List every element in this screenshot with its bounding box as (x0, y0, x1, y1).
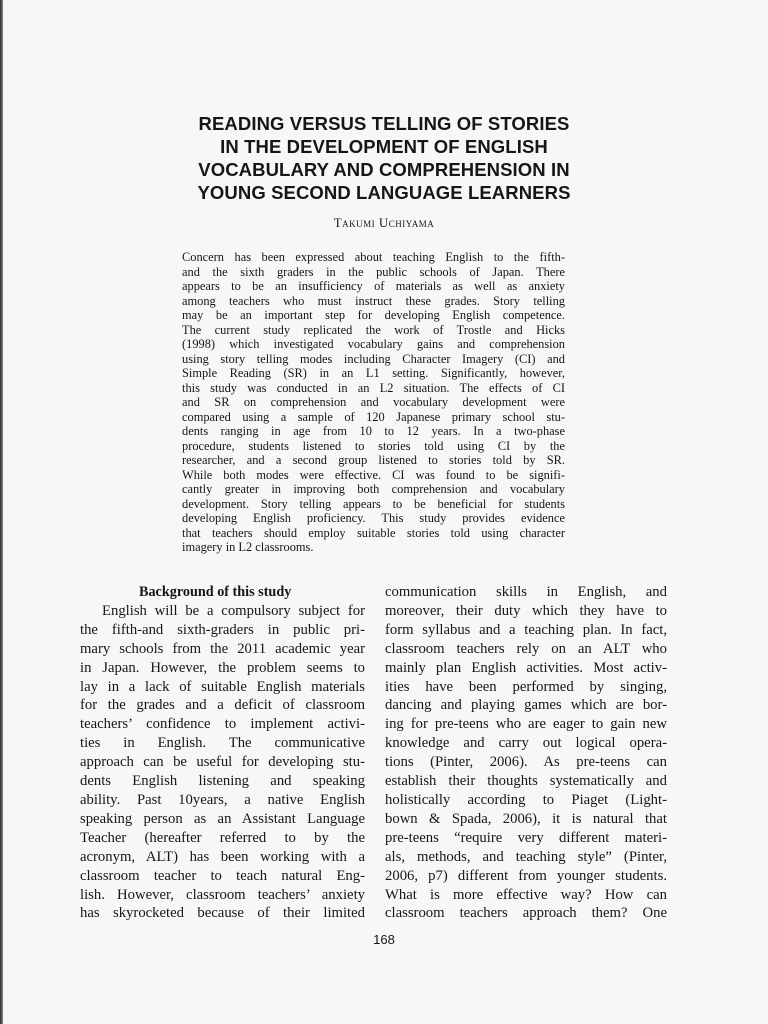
body-line: establish their thoughts systematically and (385, 773, 667, 790)
body-line: pre-teens “require very different materi- (385, 829, 667, 846)
title-line: YOUNG SECOND LANGUAGE LEARNERS (197, 182, 571, 203)
abstract-line: appears to be an insufficiency of materials as well as anxiety (182, 279, 565, 293)
abstract-line: Concern has been expressed about teaching English to the fifth- (182, 250, 565, 264)
body-line: classroom teacher to teach natural Eng- (80, 867, 365, 884)
body-line: What is more effective way? How can (385, 886, 667, 903)
body-line: form syllabus and a teaching plan. In fact, (385, 621, 667, 638)
body-line: dancing and playing games which are bor- (385, 697, 667, 714)
body-line: Teacher (hereafter referred to by the (80, 829, 365, 846)
body-line: bown & Spada, 2006), it is natural that (385, 810, 667, 827)
body-line: English will be a compulsory subject for (102, 602, 365, 619)
body-line: ities have been performed by singing, (385, 678, 667, 695)
author-name: Takumi Uchiyama (333, 215, 435, 230)
abstract-line: using story telling modes including Character Imagery (CI) and (182, 351, 565, 366)
paper-title (100, 112, 668, 204)
abstract-line: cantly greater in improving both comprehension and vocabulary (182, 482, 565, 496)
body-line: for the grades and a deficit of classroom (80, 697, 365, 714)
body-line: ability. Past 10years, a native English (80, 791, 365, 808)
body-line: mary schools from the 2011 academic year (80, 640, 365, 657)
abstract-line: imagery in L2 classrooms. (182, 540, 314, 554)
body-line: the fifth-and sixth-graders in public pri- (80, 621, 365, 638)
body-line: 2006, p7) different from younger students. (385, 867, 667, 884)
abstract-line: compared using a sample of 120 Japanese primary school stu- (182, 409, 565, 424)
abstract-line: (1998) which investigated vocabulary gains and comprehension (182, 337, 565, 351)
body-line: tions (Pinter, 2006). As pre-teens can (385, 754, 667, 771)
body-line: holistically according to Piaget (Light- (385, 791, 667, 808)
title-line: READING VERSUS TELLING OF STORIES (198, 113, 570, 134)
body-line: in Japan. However, the problem seems to (80, 659, 365, 676)
body-line: classroom teachers approach them? One (385, 905, 667, 922)
abstract-line: researcher, and a second group listened to stories told by SR. (182, 453, 565, 467)
body-line: ing for pre-teens who are eager to gain new (385, 716, 667, 733)
body-line: teachers’ confidence to implement activi- (80, 716, 365, 733)
body-line: lay in a lack of suitable English materials (80, 678, 365, 695)
body-line: communication skills in English, and (385, 584, 667, 600)
body-line: moreover, their duty which they have to (385, 602, 667, 619)
abstract-line: and the sixth graders in the public schools of Japan. There (182, 264, 565, 279)
body-line: ties in English. The communicative (80, 735, 365, 752)
body-column-right (385, 583, 667, 923)
abstract-line: may be an important step for developing English competence. (182, 308, 565, 322)
body-line: dents English listening and speaking (80, 773, 365, 790)
body-column-left (80, 583, 365, 923)
abstract-line: development. Story telling appears to be beneficial for students (182, 496, 565, 511)
abstract-line: that teachers should employ suitable stories told using character (182, 525, 565, 540)
title-line: VOCABULARY AND COMPREHENSION IN (198, 159, 570, 180)
abstract-line: While both modes were effective. CI was found to be signifi- (182, 467, 565, 482)
body-line: has skyrocketed because of their limited (80, 905, 365, 922)
title-line: IN THE DEVELOPMENT OF ENGLISH (220, 136, 548, 157)
abstract-line: developing English proficiency. This study provides evidence (182, 511, 565, 525)
body-line: als, methods, and teaching style” (Pinter, (385, 848, 667, 865)
body-line: mainly plan English activities. Most activ- (385, 659, 667, 676)
abstract-line: The current study replicated the work of Trostle and Hicks (182, 322, 565, 337)
abstract-line: Simple Reading (SR) in an L1 setting. Significantly, however, (182, 366, 565, 380)
abstract-line: this study was conducted in an L2 situation. The effects of CI (182, 380, 565, 395)
abstract-line: procedure, students listened to stories told using CI by the (182, 438, 565, 453)
page-number: 168 (373, 932, 395, 947)
body-line: knowledge and carry out logical opera- (385, 735, 667, 752)
body-line: lish. However, classroom teachers’ anxiety (80, 886, 365, 903)
body-line: classroom teachers rely on an ALT who (385, 640, 667, 657)
abstract-line: among teachers who must instruct these grades. Story telling (182, 293, 565, 308)
body-line: approach can be useful for developing stu- (80, 754, 365, 771)
body-line: speaking person as an Assistant Language (80, 810, 365, 827)
abstract (182, 250, 565, 555)
abstract-line: dents ranging in age from 10 to 12 years. In a two-phase (182, 424, 565, 438)
section-heading: Background of this study (139, 584, 292, 600)
body-line: acronym, ALT) has been working with a (80, 848, 365, 865)
abstract-line: and SR on comprehension and vocabulary development were (182, 395, 565, 409)
